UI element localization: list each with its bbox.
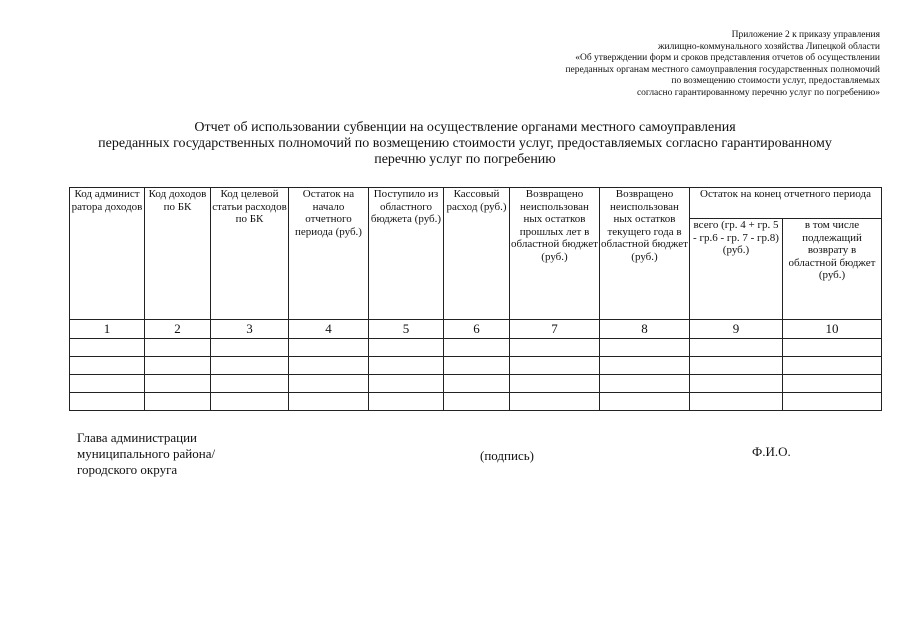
header-cash-expense: Кассовый расход (руб.) — [444, 188, 510, 320]
column-number: 9 — [690, 320, 783, 339]
appendix-line: по возмещению стоимости услуг, предоставляемых — [671, 76, 880, 87]
table-row — [70, 339, 882, 357]
title-line: переданных государственных полномочий по возмещению стоимости услуг, предоставляемых согласно гарантированному — [98, 136, 832, 151]
table-cell[interactable] — [145, 357, 211, 375]
column-number: 6 — [444, 320, 510, 339]
table-cell[interactable] — [369, 339, 444, 357]
table-row — [70, 357, 882, 375]
report-table — [69, 187, 882, 411]
table-cell[interactable] — [510, 375, 600, 393]
table-cell[interactable] — [510, 357, 600, 375]
table-cell[interactable] — [690, 339, 783, 357]
header-received: Поступило из областного бюджета (руб.) — [369, 188, 444, 320]
column-number: 10 — [783, 320, 882, 339]
table-cell[interactable] — [70, 339, 145, 357]
table-cell[interactable] — [70, 357, 145, 375]
table-cell[interactable] — [444, 357, 510, 375]
table-cell[interactable] — [289, 393, 369, 411]
table-cell[interactable] — [600, 339, 690, 357]
appendix-line: Приложение 2 к приказу управления — [731, 30, 880, 40]
column-number: 4 — [289, 320, 369, 339]
header-total: всего (гр. 4 + гр. 5 - гр.6 - гр. 7 - гр.8) (руб.) — [690, 219, 783, 320]
appendix-line: «Об утверждении форм и сроков представления отчетов об осуществлении — [575, 53, 880, 64]
table-cell[interactable] — [783, 393, 882, 411]
table-cell[interactable] — [369, 375, 444, 393]
table-cell[interactable] — [289, 375, 369, 393]
table-row — [70, 375, 882, 393]
table-cell[interactable] — [444, 339, 510, 357]
table-cell[interactable] — [289, 357, 369, 375]
header-returned-prev: Возвращено неиспользован ных остатков прошлых лет в областной бюджет (руб.) — [510, 188, 600, 320]
table-cell[interactable] — [510, 339, 600, 357]
table-cell[interactable] — [145, 339, 211, 357]
table-row — [70, 393, 882, 411]
table-cell[interactable] — [783, 357, 882, 375]
appendix-line: переданных органам местного самоуправления государственных полномочий — [565, 64, 880, 75]
column-number: 2 — [145, 320, 211, 339]
table-cell[interactable] — [145, 375, 211, 393]
table-cell[interactable] — [600, 375, 690, 393]
position-line: Глава администрации — [77, 430, 198, 445]
table-cell[interactable] — [211, 375, 289, 393]
header-expense-code: Код целевой статьи расходов по БК — [211, 188, 289, 320]
signature-label: (подпись) — [480, 448, 534, 463]
table-cell[interactable] — [690, 393, 783, 411]
table-cell[interactable] — [510, 393, 600, 411]
title-line: Отчет об использовании субвенции на осуществление органами местного самоуправления — [194, 120, 736, 135]
appendix-note — [460, 30, 880, 100]
header-end-balance: Остаток на конец отчетного периода — [690, 188, 882, 219]
table-cell[interactable] — [211, 393, 289, 411]
appendix-line: жилищно-коммунального хозяйства Липецкой области — [657, 41, 880, 52]
table-cell[interactable] — [690, 357, 783, 375]
title-line: перечню услуг по погребению — [374, 152, 556, 167]
column-number: 3 — [211, 320, 289, 339]
table-cell[interactable] — [369, 357, 444, 375]
report-title — [40, 120, 890, 168]
table-cell[interactable] — [600, 393, 690, 411]
table-cell[interactable] — [70, 375, 145, 393]
table-cell[interactable] — [369, 393, 444, 411]
table-cell[interactable] — [444, 375, 510, 393]
header-start-balance: Остаток на начало отчетного периода (руб.) — [289, 188, 369, 320]
position-line: городского округа — [77, 462, 178, 477]
column-number-row — [70, 320, 882, 339]
table-cell[interactable] — [211, 357, 289, 375]
header-to-return: в том числе подлежащий возврату в областной бюджет (руб.) — [783, 219, 882, 320]
column-number: 8 — [600, 320, 690, 339]
appendix-line: согласно гарантированному перечню услуг по погребению» — [636, 87, 880, 98]
table-cell[interactable] — [690, 375, 783, 393]
table-cell[interactable] — [783, 375, 882, 393]
column-number: 1 — [70, 320, 145, 339]
name-label: Ф.И.О. — [752, 444, 791, 459]
table-cell[interactable] — [444, 393, 510, 411]
table-cell[interactable] — [783, 339, 882, 357]
column-number: 7 — [510, 320, 600, 339]
header-admin-code: Код админист ратора доходов — [70, 188, 145, 320]
column-number: 5 — [369, 320, 444, 339]
header-returned-current: Возвращено неиспользован ных остатков текущего года в областной бюджет (руб.) — [600, 188, 690, 320]
position-line: муниципального района/ — [77, 446, 216, 461]
table-cell[interactable] — [600, 357, 690, 375]
table-cell[interactable] — [289, 339, 369, 357]
table-cell[interactable] — [145, 393, 211, 411]
table-cell[interactable] — [70, 393, 145, 411]
header-income-code: Код доходов по БК — [145, 188, 211, 320]
table-cell[interactable] — [211, 339, 289, 357]
signature-position — [77, 430, 215, 478]
